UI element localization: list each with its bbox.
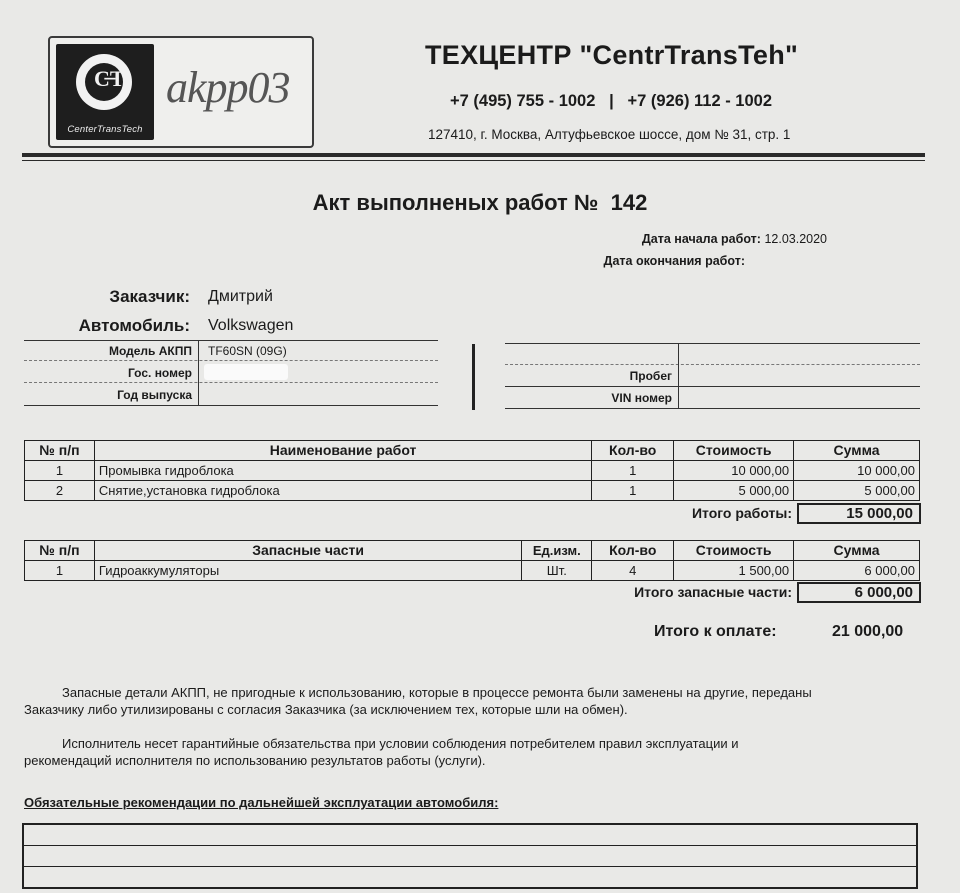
document-title: Акт выполненых работ № 142: [312, 190, 648, 215]
works-row-number: 1: [25, 461, 95, 481]
model-label: Модель АКПП: [108, 344, 192, 358]
end-date-label: Дата окончания работ:: [603, 254, 745, 268]
works-table: [24, 440, 920, 501]
works-col-sum: Сумма: [794, 441, 920, 461]
right-info-line-top: [505, 343, 920, 344]
vin-label: VIN номер: [611, 391, 672, 405]
start-date-row: [642, 232, 827, 246]
parts-row-sum: 6 000,00: [794, 561, 920, 581]
table-row: [25, 481, 920, 501]
works-row-name: Промывка гидроблока: [94, 461, 591, 481]
header-divider: [22, 153, 925, 157]
note-2-line-1: Исполнитель несет гарантийные обязательства при условии соблюдения потребителем правил эксплуатации и: [62, 736, 739, 751]
company-address: 127410, г. Москва, Алтуфьевское шоссе, дом № 31, стр. 1: [428, 127, 791, 142]
note-paragraph-2: [24, 735, 924, 769]
works-total-value: 15 000,00: [797, 503, 921, 524]
parts-col-name: Запасные части: [94, 541, 521, 561]
company-name: ТЕХЦЕНТР "CentrTransTeh": [425, 40, 799, 70]
works-row-price: 5 000,00: [674, 481, 794, 501]
mileage-label: Пробег: [629, 369, 672, 383]
payment-label: Итого к оплате:: [654, 623, 777, 640]
plate-redaction: [204, 364, 288, 380]
start-date-value: 12.03.2020: [764, 232, 827, 246]
works-row-qty: 1: [592, 481, 674, 501]
payment-value: 21 000,00: [832, 623, 904, 640]
works-row-qty: 1: [592, 461, 674, 481]
recommendations-title: Обязательные рекомендации по дальнейшей эксплуатации автомобиля:: [24, 795, 499, 810]
car-label: Автомобиль:: [78, 316, 190, 335]
right-info-line-2: [505, 386, 920, 387]
parts-table: [24, 540, 920, 581]
logo-emblem: [56, 44, 154, 140]
note-1-line-1: Запасные детали АКПП, не пригодные к использованию, которые в процессе ремонта были заменены на другие, переданы: [62, 685, 812, 700]
works-col-name: Наименование работ: [94, 441, 591, 461]
logo-script-text: akpp03: [166, 63, 290, 112]
parts-row-qty: 4: [592, 561, 674, 581]
logo-caption: CenterTransTech: [67, 124, 143, 135]
works-row-price: 10 000,00: [674, 461, 794, 481]
info-column-divider: [198, 340, 199, 405]
logo-circle-icon: C̶T: [76, 54, 132, 110]
model-value: TF60SN (09G): [208, 344, 287, 358]
works-row-number: 2: [25, 481, 95, 501]
right-info-line-1: [505, 364, 920, 365]
info-block-separator: [472, 344, 475, 410]
works-row-sum: 5 000,00: [794, 481, 920, 501]
parts-col-number: № п/п: [25, 541, 95, 561]
works-total-label: Итого работы:: [691, 505, 792, 521]
parts-row-unit: Шт.: [522, 561, 592, 581]
recommendation-line: [24, 846, 916, 867]
works-row-name: Снятие,установка гидроблока: [94, 481, 591, 501]
works-col-qty: Кол-во: [592, 441, 674, 461]
parts-row-name: Гидроаккумуляторы: [94, 561, 521, 581]
info-line-top: [24, 340, 438, 341]
recommendation-line: [24, 825, 916, 846]
recommendation-line: [24, 867, 916, 887]
parts-row-number: 1: [25, 561, 95, 581]
company-logo: [48, 36, 314, 148]
parts-col-unit: Ед.изм.: [522, 541, 592, 561]
header-divider-thin: [22, 160, 925, 161]
note-2-line-2: рекомендаций исполнителя по использованию результатов работы (услуги).: [24, 753, 486, 768]
customer-value: Дмитрий: [208, 288, 273, 305]
table-row: [25, 461, 920, 481]
note-1-line-2: Заказчику либо утилизированы с согласия Заказчика (за исключением тех, которые шли на обмен).: [24, 702, 628, 717]
right-info-column-divider: [678, 343, 679, 408]
info-line-1: [24, 360, 438, 361]
works-row-sum: 10 000,00: [794, 461, 920, 481]
info-line-bottom: [24, 405, 438, 406]
start-date-label: Дата начала работ:: [641, 232, 761, 246]
parts-col-qty: Кол-во: [592, 541, 674, 561]
works-col-price: Стоимость: [674, 441, 794, 461]
parts-table-header: [25, 541, 920, 561]
works-table-header: [25, 441, 920, 461]
parts-row-price: 1 500,00: [674, 561, 794, 581]
parts-total-value: 6 000,00: [797, 582, 921, 603]
right-info-line-bottom: [505, 408, 920, 409]
info-line-2: [24, 382, 438, 383]
parts-col-sum: Сумма: [794, 541, 920, 561]
table-row: [25, 561, 920, 581]
parts-total-label: Итого запасные части:: [634, 584, 792, 600]
plate-label: Гос. номер: [127, 366, 192, 380]
car-value: Volkswagen: [208, 317, 294, 334]
parts-col-price: Стоимость: [674, 541, 794, 561]
year-label: Год выпуска: [117, 388, 192, 402]
works-col-number: № п/п: [25, 441, 95, 461]
note-paragraph-1: [24, 684, 924, 718]
end-date-row: [604, 254, 745, 268]
recommendations-box: [22, 823, 918, 889]
company-phones: +7 (495) 755 - 1002 | +7 (926) 112 - 1002: [450, 92, 773, 110]
customer-label: Заказчик:: [109, 287, 190, 306]
